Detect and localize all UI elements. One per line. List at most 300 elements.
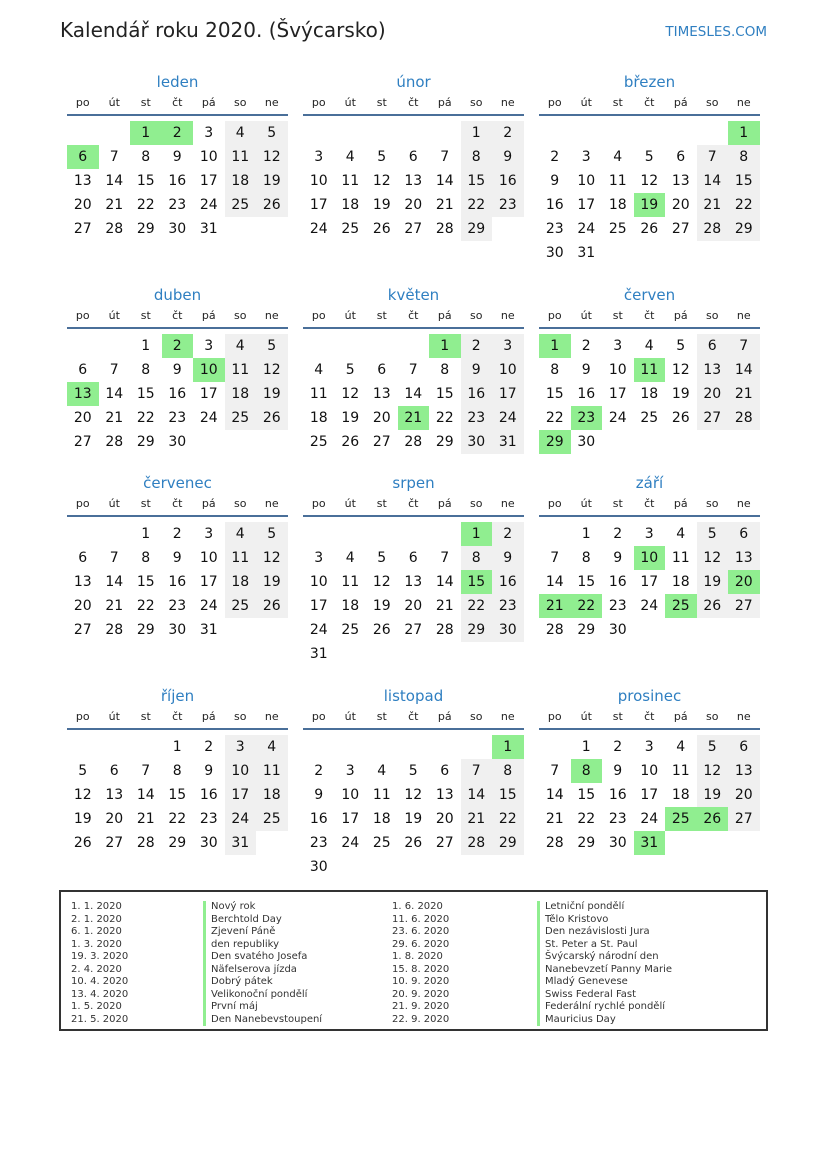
month-name: červenec xyxy=(143,474,212,492)
day-cell: 10 xyxy=(608,362,627,378)
day-cell: 12 xyxy=(372,574,391,590)
day-cell: 25 xyxy=(341,622,360,638)
legend-holiday-name: Federální rychlé pondělí xyxy=(537,1001,672,1014)
day-cell-holiday: 1 xyxy=(492,735,524,759)
weekday-label: po xyxy=(311,96,326,109)
day-cell: 8 xyxy=(141,362,151,378)
day-cell: 30 xyxy=(168,434,187,450)
day-cell: 25 xyxy=(608,221,627,237)
weekday-label: so xyxy=(470,96,483,109)
day-grid xyxy=(539,522,760,642)
day-cell: 19 xyxy=(372,197,391,213)
day-cell: 23 xyxy=(461,406,493,430)
day-cell-empty xyxy=(335,522,367,546)
weekday-label: so xyxy=(234,710,247,723)
day-cell: 13 xyxy=(728,546,760,570)
day-cell-holiday: 11 xyxy=(634,358,666,382)
day-cell: 6 xyxy=(78,550,88,566)
day-cell: 11 xyxy=(225,358,257,382)
day-cell: 20 xyxy=(73,197,92,213)
weekday-label: po xyxy=(75,309,90,322)
day-cell: 6 xyxy=(728,735,760,759)
day-cell: 19 xyxy=(256,570,288,594)
day-cell: 13 xyxy=(697,358,729,382)
day-cell: 21 xyxy=(545,811,564,827)
weekday-label: st xyxy=(140,497,151,510)
day-cell-holiday: 10 xyxy=(634,546,666,570)
weekday-label: po xyxy=(75,710,90,723)
day-cell-holiday: 19 xyxy=(634,193,666,217)
day-cell: 9 xyxy=(613,763,623,779)
legend-date: 6. 1. 2020 xyxy=(71,926,122,937)
day-cell: 25 xyxy=(640,410,659,426)
day-cell: 17 xyxy=(309,598,328,614)
day-cell: 30 xyxy=(199,835,218,851)
day-cell: 22 xyxy=(168,811,187,827)
day-cell-empty xyxy=(335,735,367,759)
day-cell: 13 xyxy=(73,574,92,590)
day-cell: 19 xyxy=(256,169,288,193)
day-grid xyxy=(303,735,524,879)
month-červen xyxy=(539,285,760,454)
day-cell: 3 xyxy=(225,735,257,759)
day-cell: 23 xyxy=(545,221,564,237)
day-cell-empty xyxy=(99,522,131,546)
weekday-label: ne xyxy=(736,309,751,322)
day-cell-empty xyxy=(602,121,634,145)
day-cell: 29 xyxy=(168,835,187,851)
day-cell: 27 xyxy=(372,434,391,450)
weekday-label: so xyxy=(470,497,483,510)
legend-date: 1. 3. 2020 xyxy=(71,938,122,950)
weekday-label: pá xyxy=(673,309,688,322)
month-březen xyxy=(539,72,760,265)
day-cell: 22 xyxy=(492,807,524,831)
weekday-label: čt xyxy=(408,96,419,109)
day-cell: 25 xyxy=(256,807,288,831)
weekday-label: so xyxy=(234,96,247,109)
month-name: prosinec xyxy=(617,687,682,705)
legend-date: 20. 9. 2020 xyxy=(392,988,450,1000)
weekday-label: st xyxy=(140,309,151,322)
day-cell: 12 xyxy=(73,787,92,803)
day-cell: 31 xyxy=(309,646,328,662)
weekday-label: po xyxy=(311,309,326,322)
day-cell: 28 xyxy=(545,835,564,851)
day-cell: 19 xyxy=(341,410,360,426)
legend-holiday-name: Swiss Federal Fast xyxy=(537,989,672,1002)
day-cell: 11 xyxy=(671,550,690,566)
weekday-label: čt xyxy=(644,309,655,322)
weekday-label: po xyxy=(75,497,90,510)
day-cell: 17 xyxy=(341,811,360,827)
day-cell-holiday: 29 xyxy=(539,430,571,454)
day-cell: 12 xyxy=(256,145,288,169)
month-name: listopad xyxy=(383,687,444,705)
day-cell: 2 xyxy=(550,149,560,165)
weekday-label: ne xyxy=(264,710,279,723)
day-cell: 13 xyxy=(404,173,423,189)
day-cell: 1 xyxy=(141,338,151,354)
day-cell: 13 xyxy=(671,173,690,189)
legend-date: 1. 6. 2020 xyxy=(392,901,443,912)
day-cell: 15 xyxy=(545,386,564,402)
weekday-label: ne xyxy=(500,96,515,109)
day-cell: 21 xyxy=(435,197,454,213)
day-cell: 18 xyxy=(341,197,360,213)
legend-holiday-name: Tělo Kristovo xyxy=(537,914,672,927)
day-cell: 3 xyxy=(644,739,654,755)
day-cell: 22 xyxy=(435,410,454,426)
month-leden xyxy=(67,72,288,241)
day-cell: 4 xyxy=(256,735,288,759)
day-cell: 23 xyxy=(608,598,627,614)
day-cell: 13 xyxy=(728,759,760,783)
legend-holiday-name: Letniční pondělí xyxy=(537,901,672,914)
month-name: duben xyxy=(153,286,202,304)
day-cell-holiday: 10 xyxy=(193,358,225,382)
weekday-label: po xyxy=(547,96,562,109)
day-cell-holiday: 8 xyxy=(571,759,603,783)
day-cell: 6 xyxy=(109,763,119,779)
legend-date: 29. 6. 2020 xyxy=(392,938,450,950)
legend-date: 23. 6. 2020 xyxy=(392,926,450,937)
day-cell: 25 xyxy=(372,835,391,851)
weekday-label: st xyxy=(376,497,387,510)
day-cell: 13 xyxy=(73,173,92,189)
legend-holiday-name: Nový rok xyxy=(203,901,322,914)
day-cell: 30 xyxy=(309,859,328,875)
weekday-header xyxy=(539,497,760,517)
day-cell: 24 xyxy=(199,598,218,614)
day-cell-empty xyxy=(67,735,99,759)
weekday-label: so xyxy=(706,710,719,723)
day-cell: 24 xyxy=(309,622,328,638)
day-cell: 2 xyxy=(581,338,591,354)
weekday-label: pá xyxy=(437,497,452,510)
day-cell-empty xyxy=(429,735,461,759)
day-cell: 11 xyxy=(671,763,690,779)
weekday-header xyxy=(303,96,524,116)
day-cell: 22 xyxy=(728,193,760,217)
day-grid xyxy=(303,121,524,241)
day-cell: 25 xyxy=(341,221,360,237)
legend-holiday-name: Nanebevzetí Panny Marie xyxy=(537,964,672,977)
day-cell: 23 xyxy=(168,598,187,614)
day-cell: 22 xyxy=(136,197,155,213)
day-cell: 15 xyxy=(577,787,596,803)
day-cell: 31 xyxy=(577,245,596,261)
weekday-header xyxy=(67,96,288,116)
day-cell: 5 xyxy=(377,149,387,165)
day-cell: 23 xyxy=(168,197,187,213)
day-cell: 2 xyxy=(492,522,524,546)
day-cell: 4 xyxy=(225,334,257,358)
day-cell: 29 xyxy=(492,831,524,855)
day-cell: 16 xyxy=(309,811,328,827)
day-cell: 19 xyxy=(404,811,423,827)
weekday-label: čt xyxy=(172,309,183,322)
day-cell: 23 xyxy=(492,193,524,217)
day-cell: 25 xyxy=(225,594,257,618)
day-cell: 12 xyxy=(404,787,423,803)
day-cell-holiday: 23 xyxy=(571,406,603,430)
day-cell: 12 xyxy=(697,546,729,570)
day-cell: 13 xyxy=(372,386,391,402)
day-cell: 24 xyxy=(640,811,659,827)
day-cell: 5 xyxy=(377,550,387,566)
legend-holiday-name: První máj xyxy=(203,1001,322,1014)
day-cell: 22 xyxy=(577,811,596,827)
day-cell: 14 xyxy=(545,787,564,803)
weekday-label: út xyxy=(108,497,120,510)
day-cell-empty xyxy=(67,522,99,546)
legend-holiday-name: Den svatého Josefa xyxy=(203,951,322,964)
day-cell-empty xyxy=(697,121,729,145)
weekday-label: út xyxy=(108,309,120,322)
day-cell: 3 xyxy=(492,334,524,358)
month-name: únor xyxy=(396,73,431,91)
day-cell: 16 xyxy=(168,386,187,402)
day-cell: 28 xyxy=(105,622,124,638)
day-cell: 20 xyxy=(73,410,92,426)
day-cell: 4 xyxy=(314,362,324,378)
day-cell: 23 xyxy=(309,835,328,851)
day-cell: 7 xyxy=(550,550,560,566)
weekday-label: ne xyxy=(736,497,751,510)
weekday-label: so xyxy=(706,497,719,510)
day-cell: 12 xyxy=(671,362,690,378)
weekday-label: pá xyxy=(437,710,452,723)
day-cell-empty xyxy=(398,735,430,759)
day-cell: 21 xyxy=(435,598,454,614)
day-cell: 17 xyxy=(225,783,257,807)
legend-holiday-name: Den nezávislosti Jura xyxy=(537,926,672,939)
day-cell: 26 xyxy=(404,835,423,851)
day-cell: 16 xyxy=(608,574,627,590)
day-cell: 7 xyxy=(461,759,493,783)
weekday-label: po xyxy=(75,96,90,109)
day-cell: 26 xyxy=(341,434,360,450)
day-cell-empty xyxy=(429,121,461,145)
day-cell-holiday: 1 xyxy=(429,334,461,358)
day-cell: 27 xyxy=(73,434,92,450)
day-cell-empty xyxy=(303,121,335,145)
day-cell: 30 xyxy=(461,430,493,454)
day-cell: 7 xyxy=(550,763,560,779)
day-cell: 5 xyxy=(697,735,729,759)
day-cell-holiday: 2 xyxy=(162,334,194,358)
weekday-label: čt xyxy=(644,710,655,723)
day-cell: 17 xyxy=(577,197,596,213)
legend-date: 1. 1. 2020 xyxy=(71,901,122,912)
day-cell: 9 xyxy=(613,550,623,566)
legend-holiday-name: Velikonoční pondělí xyxy=(203,989,322,1002)
day-cell-empty xyxy=(366,735,398,759)
day-cell-holiday: 1 xyxy=(539,334,571,358)
weekday-header xyxy=(67,497,288,517)
weekday-label: so xyxy=(706,96,719,109)
day-cell: 27 xyxy=(435,835,454,851)
day-cell: 7 xyxy=(141,763,151,779)
day-cell: 10 xyxy=(309,574,328,590)
day-cell-holiday: 21 xyxy=(539,594,571,618)
legend-date: 1. 5. 2020 xyxy=(71,1001,122,1012)
day-cell: 28 xyxy=(136,835,155,851)
day-grid xyxy=(539,735,760,855)
day-cell: 21 xyxy=(105,410,124,426)
day-cell: 23 xyxy=(608,811,627,827)
day-cell: 29 xyxy=(577,622,596,638)
day-cell: 4 xyxy=(225,121,257,145)
day-cell: 22 xyxy=(461,193,493,217)
weekday-header xyxy=(67,309,288,329)
day-cell: 21 xyxy=(105,197,124,213)
month-name: leden xyxy=(156,73,199,91)
day-cell: 10 xyxy=(492,358,524,382)
weekday-label: čt xyxy=(172,96,183,109)
day-cell: 1 xyxy=(172,739,182,755)
day-cell: 6 xyxy=(728,522,760,546)
day-cell: 2 xyxy=(314,763,324,779)
day-cell: 3 xyxy=(644,526,654,542)
legend-date: 19. 3. 2020 xyxy=(71,951,129,962)
day-cell: 28 xyxy=(545,622,564,638)
day-cell: 19 xyxy=(697,783,729,807)
weekday-label: út xyxy=(580,710,592,723)
day-cell: 20 xyxy=(372,410,391,426)
day-cell: 14 xyxy=(435,173,454,189)
day-cell-holiday: 31 xyxy=(634,831,666,855)
day-grid xyxy=(303,522,524,666)
day-cell: 27 xyxy=(671,221,690,237)
day-cell-empty xyxy=(398,522,430,546)
day-cell: 20 xyxy=(728,783,760,807)
day-cell: 5 xyxy=(408,763,418,779)
month-říjen xyxy=(67,686,288,855)
legend-date: 10. 9. 2020 xyxy=(392,976,450,987)
day-cell: 30 xyxy=(168,221,187,237)
day-cell: 17 xyxy=(492,382,524,406)
day-cell: 17 xyxy=(309,197,328,213)
day-cell: 19 xyxy=(372,598,391,614)
day-cell: 10 xyxy=(199,550,218,566)
day-cell: 16 xyxy=(545,197,564,213)
day-cell: 12 xyxy=(640,173,659,189)
day-cell: 30 xyxy=(608,835,627,851)
weekday-label: pá xyxy=(201,309,216,322)
month-name: květen xyxy=(387,286,440,304)
day-cell: 1 xyxy=(461,121,493,145)
day-cell: 12 xyxy=(372,173,391,189)
legend-holiday-name: den republiky xyxy=(203,939,322,952)
day-cell: 20 xyxy=(671,197,690,213)
legend-holiday-name: Mladý Genevese xyxy=(537,976,672,989)
day-cell: 30 xyxy=(492,618,524,642)
day-cell: 27 xyxy=(728,807,760,831)
weekday-label: st xyxy=(612,309,623,322)
weekday-label: st xyxy=(140,710,151,723)
day-cell: 27 xyxy=(404,622,423,638)
weekday-label: ne xyxy=(736,96,751,109)
weekday-label: čt xyxy=(408,309,419,322)
day-cell-empty xyxy=(366,334,398,358)
month-listopad xyxy=(303,686,524,879)
legend-date: 21. 5. 2020 xyxy=(71,1013,129,1025)
weekday-header xyxy=(539,710,760,730)
day-cell: 6 xyxy=(676,149,686,165)
day-cell: 5 xyxy=(676,338,686,354)
day-cell: 5 xyxy=(256,121,288,145)
day-cell: 4 xyxy=(676,739,686,755)
day-cell: 4 xyxy=(644,338,654,354)
day-cell: 11 xyxy=(341,574,360,590)
day-cell: 15 xyxy=(136,173,155,189)
day-cell-empty xyxy=(67,121,99,145)
day-cell: 2 xyxy=(461,334,493,358)
day-cell: 10 xyxy=(225,759,257,783)
day-cell: 1 xyxy=(581,739,591,755)
day-cell: 17 xyxy=(199,173,218,189)
day-cell: 8 xyxy=(461,546,493,570)
day-cell-empty xyxy=(461,735,493,759)
day-cell: 16 xyxy=(608,787,627,803)
weekday-label: po xyxy=(311,497,326,510)
day-cell: 8 xyxy=(461,145,493,169)
day-cell: 28 xyxy=(461,831,493,855)
day-cell: 28 xyxy=(697,217,729,241)
day-cell: 10 xyxy=(199,149,218,165)
day-cell: 20 xyxy=(404,598,423,614)
day-cell: 12 xyxy=(256,358,288,382)
day-cell: 6 xyxy=(697,334,729,358)
day-cell: 29 xyxy=(577,835,596,851)
day-cell: 11 xyxy=(225,145,257,169)
weekday-label: čt xyxy=(644,497,655,510)
legend-date: 2. 4. 2020 xyxy=(71,963,122,975)
day-cell: 19 xyxy=(73,811,92,827)
day-cell: 24 xyxy=(309,221,328,237)
day-cell: 11 xyxy=(309,386,328,402)
weekday-label: ne xyxy=(264,309,279,322)
day-cell: 9 xyxy=(204,763,214,779)
day-cell: 31 xyxy=(492,430,524,454)
weekday-label: so xyxy=(706,309,719,322)
day-cell: 22 xyxy=(136,410,155,426)
weekday-label: čt xyxy=(408,710,419,723)
day-cell: 29 xyxy=(728,217,760,241)
day-cell: 4 xyxy=(225,522,257,546)
day-cell: 20 xyxy=(697,382,729,406)
day-cell: 2 xyxy=(204,739,214,755)
weekday-label: so xyxy=(234,309,247,322)
day-cell-empty xyxy=(398,121,430,145)
month-name: březen xyxy=(623,73,676,91)
site-link[interactable]: TIMESLES.COM xyxy=(665,24,767,40)
day-cell: 3 xyxy=(204,526,214,542)
day-cell-empty xyxy=(335,334,367,358)
day-cell: 14 xyxy=(105,386,124,402)
day-cell-empty xyxy=(665,121,697,145)
day-cell: 11 xyxy=(341,173,360,189)
day-cell: 27 xyxy=(105,835,124,851)
month-name: říjen xyxy=(160,687,195,705)
weekday-header xyxy=(539,309,760,329)
day-cell: 8 xyxy=(172,763,182,779)
day-cell-empty xyxy=(366,121,398,145)
legend-names-col-1 xyxy=(203,901,322,1026)
weekday-label: ne xyxy=(500,309,515,322)
